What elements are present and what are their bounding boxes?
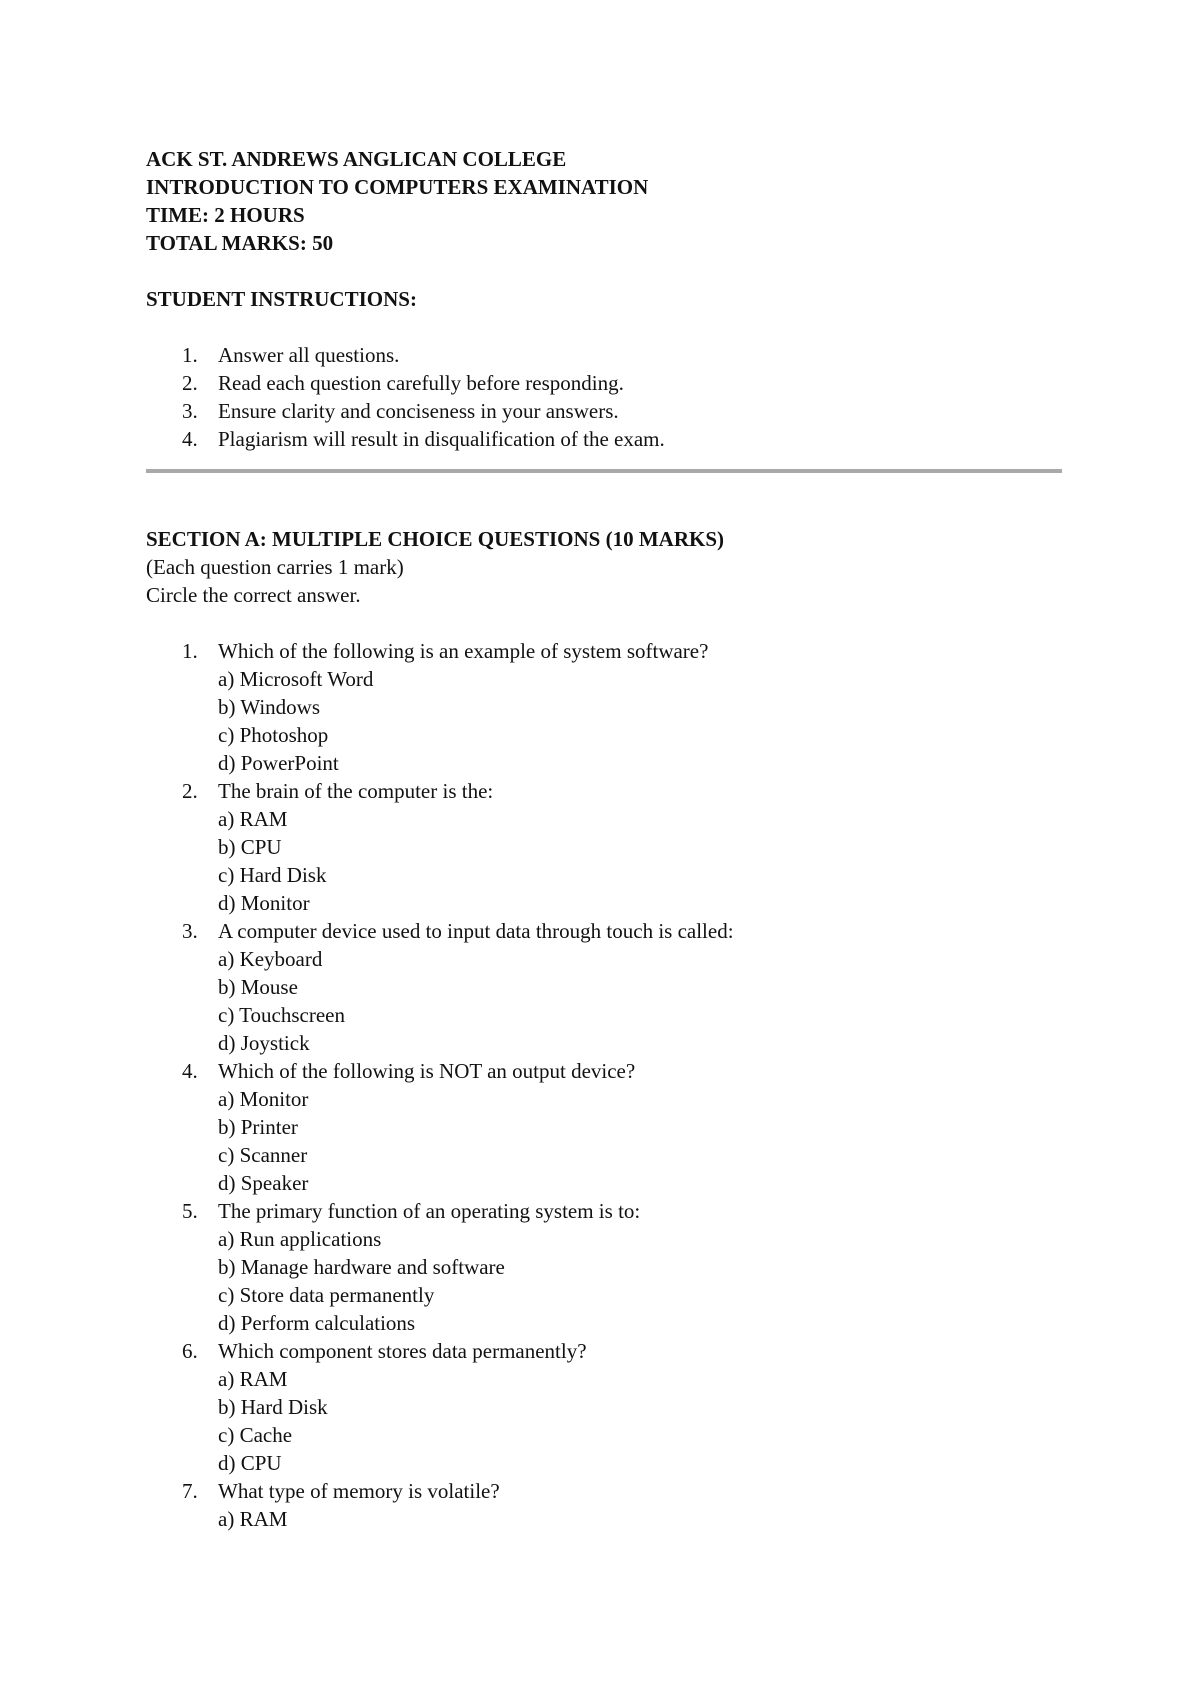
answer-option[interactable]: b) Windows: [218, 695, 321, 719]
answer-option[interactable]: a) Microsoft Word: [218, 667, 374, 691]
question-text: Which of the following is NOT an output device?: [218, 1059, 636, 1083]
spacer: [146, 313, 1066, 341]
question-list: [146, 637, 1066, 1533]
question-text: Which of the following is an example of system software?: [218, 639, 709, 663]
instruction-number: 3.: [182, 399, 198, 423]
question-number: 1.: [182, 639, 198, 663]
answer-option[interactable]: c) Cache: [218, 1423, 293, 1447]
question-item: [146, 637, 1066, 777]
answer-option[interactable]: d) Perform calculations: [218, 1311, 416, 1335]
question-number: 2.: [182, 779, 198, 803]
answer-option[interactable]: c) Touchscreen: [218, 1003, 345, 1027]
question-item: [146, 1057, 1066, 1197]
answer-option[interactable]: c) Hard Disk: [218, 863, 327, 887]
instruction-text: Plagiarism will result in disqualification of the exam.: [218, 427, 665, 451]
answer-option[interactable]: a) RAM: [218, 1367, 288, 1391]
spacer: [146, 609, 1066, 637]
answer-option[interactable]: a) RAM: [218, 807, 288, 831]
question-number: 6.: [182, 1339, 198, 1363]
instruction-number: 1.: [182, 343, 198, 367]
section-a-note: (Each question carries 1 mark): [146, 555, 404, 579]
answer-option[interactable]: a) Keyboard: [218, 947, 323, 971]
question-item: [146, 1197, 1066, 1337]
answer-option[interactable]: d) Monitor: [218, 891, 310, 915]
answer-option[interactable]: d) CPU: [218, 1451, 282, 1475]
exam-header: [146, 145, 1066, 257]
instruction-text: Ensure clarity and conciseness in your answers.: [218, 399, 619, 423]
question-text: A computer device used to input data through touch is called:: [218, 919, 734, 943]
instruction-number: 2.: [182, 371, 198, 395]
spacer: [146, 257, 1066, 285]
exam-time: TIME: 2 HOURS: [146, 203, 305, 227]
question-text: The brain of the computer is the:: [218, 779, 494, 803]
answer-option[interactable]: d) PowerPoint: [218, 751, 339, 775]
answer-option[interactable]: b) Hard Disk: [218, 1395, 328, 1419]
answer-option[interactable]: d) Speaker: [218, 1171, 309, 1195]
question-number: 4.: [182, 1059, 198, 1083]
answer-option[interactable]: c) Store data permanently: [218, 1283, 435, 1307]
exam-total-marks: TOTAL MARKS: 50: [146, 231, 334, 255]
question-number: 5.: [182, 1199, 198, 1223]
section-a: [146, 525, 1066, 1533]
question-number: 3.: [182, 919, 198, 943]
question-item: [146, 1477, 1066, 1533]
instruction-text: Read each question carefully before responding.: [218, 371, 624, 395]
answer-option[interactable]: b) Manage hardware and software: [218, 1255, 505, 1279]
instructions-title: STUDENT INSTRUCTIONS:: [146, 287, 417, 311]
college-name: ACK ST. ANDREWS ANGLICAN COLLEGE: [146, 147, 567, 171]
instruction-item: [146, 397, 1066, 425]
instruction-number: 4.: [182, 427, 198, 451]
answer-option[interactable]: c) Scanner: [218, 1143, 308, 1167]
section-a-title: SECTION A: MULTIPLE CHOICE QUESTIONS (10 MARKS): [146, 527, 724, 551]
section-a-instruction: Circle the correct answer.: [146, 583, 361, 607]
instruction-text: Answer all questions.: [218, 343, 400, 367]
question-text: Which component stores data permanently?: [218, 1339, 587, 1363]
exam-content: [146, 145, 1066, 1533]
question-text: What type of memory is volatile?: [218, 1479, 500, 1503]
answer-option[interactable]: b) Printer: [218, 1115, 298, 1139]
instruction-item: [146, 425, 1066, 453]
answer-option[interactable]: b) Mouse: [218, 975, 298, 999]
answer-option[interactable]: a) Monitor: [218, 1087, 309, 1111]
question-item: [146, 917, 1066, 1057]
instructions-section: [146, 285, 1066, 453]
question-item: [146, 777, 1066, 917]
question-text: The primary function of an operating system is to:: [218, 1199, 641, 1223]
question-item: [146, 1337, 1066, 1477]
instruction-item: [146, 341, 1066, 369]
instructions-list: [146, 341, 1066, 453]
answer-option[interactable]: b) CPU: [218, 835, 282, 859]
answer-option[interactable]: a) RAM: [218, 1507, 288, 1531]
answer-option[interactable]: d) Joystick: [218, 1031, 310, 1055]
instruction-item: [146, 369, 1066, 397]
question-number: 7.: [182, 1479, 198, 1503]
answer-option[interactable]: a) Run applications: [218, 1227, 382, 1251]
answer-option[interactable]: c) Photoshop: [218, 723, 329, 747]
spacer: [146, 473, 1066, 525]
exam-title: INTRODUCTION TO COMPUTERS EXAMINATION: [146, 175, 649, 199]
